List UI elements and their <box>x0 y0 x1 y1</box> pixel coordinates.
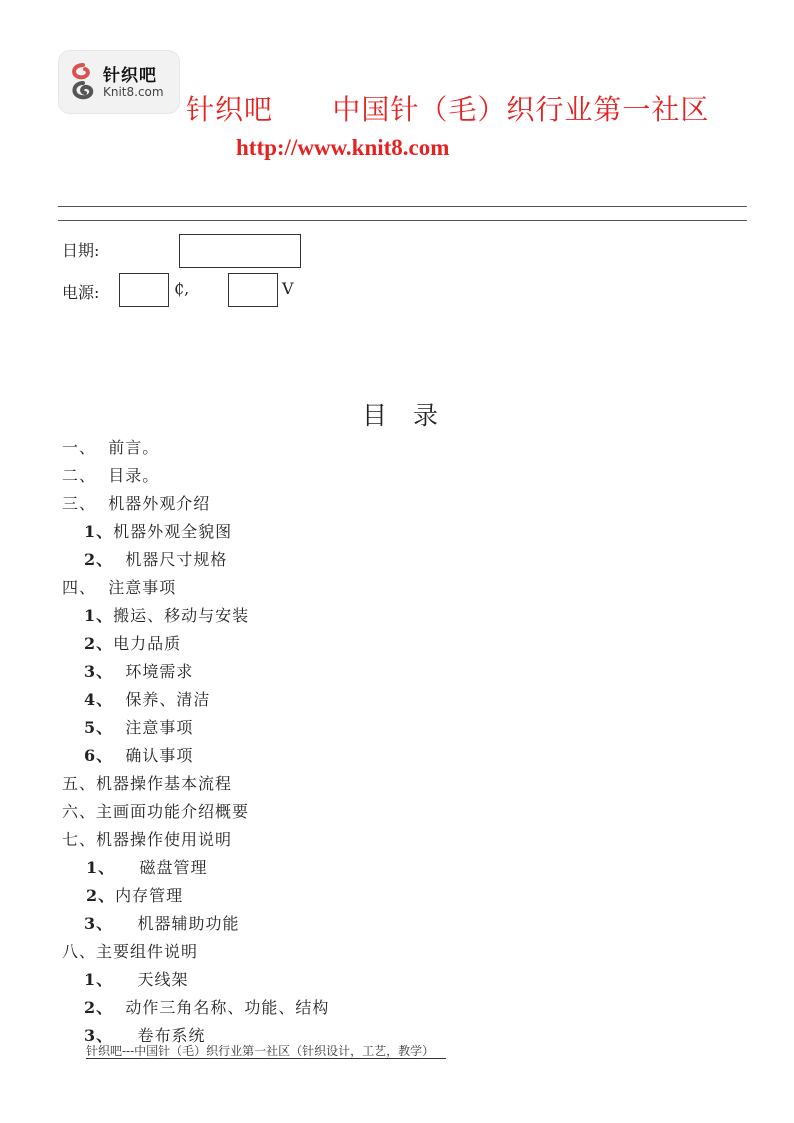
logo-text-cn: 针织吧 <box>103 66 157 86</box>
toc-item: 六、主画面功能介绍概要 <box>62 802 250 821</box>
toc-item: 3、 环境需求 <box>84 662 194 681</box>
power-voltage-field[interactable] <box>228 273 278 307</box>
current-unit-label: ₵, <box>174 279 190 298</box>
toc-item: 2、内存管理 <box>86 886 184 905</box>
header-divider-bottom <box>58 220 747 221</box>
date-field[interactable] <box>179 234 301 268</box>
toc-item: 八、主要组件说明 <box>62 942 199 961</box>
page-footer: 针织吧---中国针（毛）织行业第一社区（针织设计，工艺，教学） <box>86 1044 435 1058</box>
spiral-logo-icon <box>65 59 101 103</box>
site-url-link[interactable]: http://www.knit8.com <box>236 135 450 160</box>
footer-underline <box>86 1058 446 1059</box>
toc-item: 五、机器操作基本流程 <box>62 774 233 793</box>
toc-item: 二、 目录。 <box>62 466 160 485</box>
toc-title: 目录 <box>362 401 465 430</box>
toc-item: 1、搬运、移动与安装 <box>84 606 250 625</box>
toc-item: 6、 确认事项 <box>84 746 194 765</box>
power-current-field[interactable] <box>119 273 169 307</box>
toc-item: 4、 保养、清洁 <box>84 690 211 709</box>
voltage-unit-label: V <box>282 279 294 298</box>
toc-item: 三、 机器外观介绍 <box>62 494 211 513</box>
toc-item: 3、 卷布系统 <box>84 1026 206 1045</box>
logo-text-en: Knit8.com <box>103 85 164 99</box>
toc-item: 七、机器操作使用说明 <box>62 830 233 849</box>
toc-item: 2、 机器尺寸规格 <box>84 550 228 569</box>
site-title: 针织吧 中国针（毛）织行业第一社区 <box>186 93 710 126</box>
toc-item: 1、 天线架 <box>84 970 189 989</box>
toc-item: 一、 前言。 <box>62 438 160 457</box>
toc-item: 四、 注意事项 <box>62 578 177 597</box>
power-label: 电源: <box>62 283 100 302</box>
toc-item: 2、电力品质 <box>84 634 182 653</box>
date-label: 日期: <box>62 241 100 260</box>
toc-item: 5、 注意事项 <box>84 718 194 737</box>
header-divider-top <box>58 206 747 207</box>
toc-item: 3、 机器辅助功能 <box>84 914 240 933</box>
toc-item: 1、机器外观全貌图 <box>84 522 233 541</box>
toc-item: 2、 动作三角名称、功能、结构 <box>84 998 330 1017</box>
toc-item: 1、 磁盘管理 <box>86 858 208 877</box>
site-logo <box>58 50 180 114</box>
